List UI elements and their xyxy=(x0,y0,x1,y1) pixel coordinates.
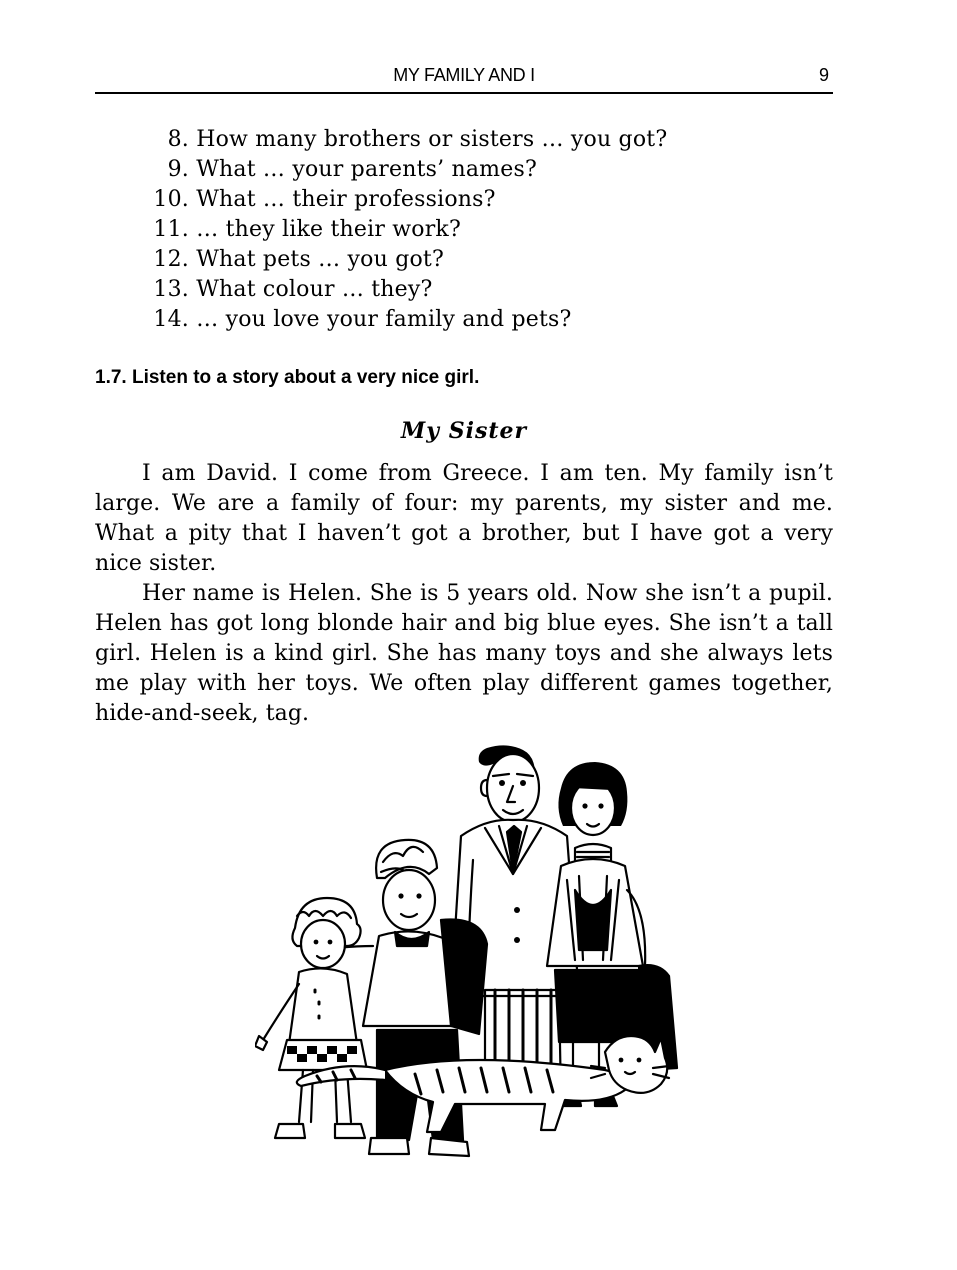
question-item xyxy=(135,215,667,245)
question-text: … they like their work? xyxy=(196,217,461,242)
question-number: 8. xyxy=(167,127,189,152)
question-number: 14. xyxy=(153,307,189,332)
question-item xyxy=(135,275,667,305)
question-item xyxy=(135,245,667,275)
story-paragraph: I am David. I come from Greece. I am ten. My family isn’t large. We are a family of four: my parents, my sister and me. What a pity that I haven’t got a brother, but I have got a very nice sister. xyxy=(95,461,833,576)
question-list xyxy=(135,125,667,335)
question-item xyxy=(135,125,667,155)
question-number: 12. xyxy=(153,247,189,272)
story-paragraph: Her name is Helen. She is 5 years old. Now she isn’t a pupil. Helen has got long blonde hair and big blue eyes. She isn’t a tall girl. Helen is a kind girl. She has many toys and she always lets me play with her toys. We often play different games together, hide-and-seek, tag. xyxy=(95,581,833,726)
question-number: 9. xyxy=(167,157,189,182)
story-title: My Sister xyxy=(400,418,528,444)
page-number: 9 xyxy=(818,65,829,85)
question-number: 13. xyxy=(153,277,189,302)
question-text: How many brothers or sisters … you got? xyxy=(196,127,668,152)
question-item xyxy=(135,305,667,335)
family-illustration xyxy=(255,740,715,1170)
question-text: … you love your family and pets? xyxy=(196,307,572,332)
story-text xyxy=(95,459,833,729)
exercise-heading: 1.7. Listen to a story about a very nice girl. xyxy=(95,367,480,388)
running-title: MY FAMILY AND I xyxy=(393,65,535,85)
question-number: 11. xyxy=(153,217,189,242)
question-text: What colour … they? xyxy=(196,277,433,302)
question-number: 10. xyxy=(153,187,189,212)
question-item xyxy=(135,155,667,185)
question-text: What … their professions? xyxy=(196,187,496,212)
book-page xyxy=(95,0,833,1270)
page-header xyxy=(95,64,833,94)
girl-figure xyxy=(255,898,367,1138)
question-item xyxy=(135,185,667,215)
question-text: What pets … you got? xyxy=(196,247,444,272)
question-text: What … your parents’ names? xyxy=(196,157,537,182)
